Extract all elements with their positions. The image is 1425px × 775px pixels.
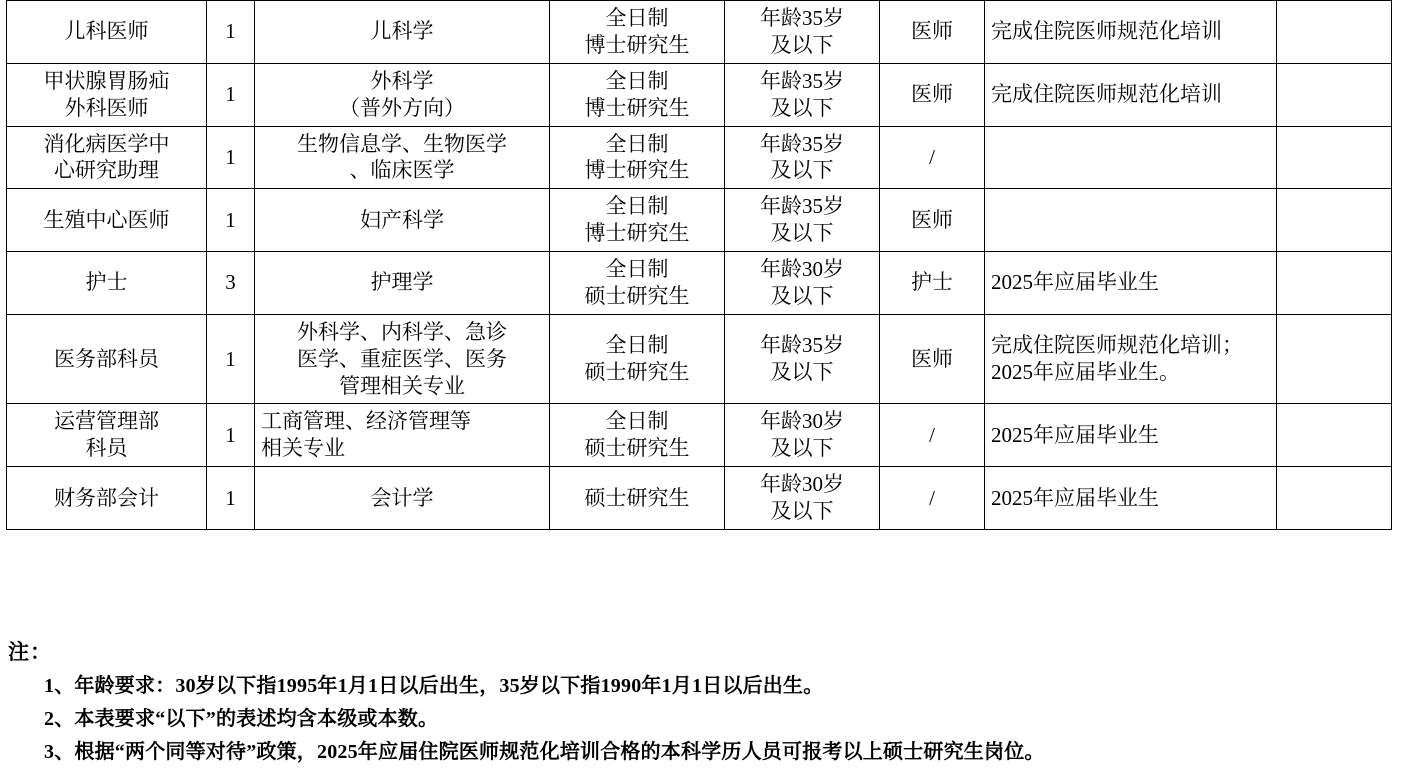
cell-education: 全日制 硕士研究生 [550,404,725,467]
cell-other: 完成住院医师规范化培训； 2025年应届毕业生。 [985,314,1277,404]
cell-number: 1 [207,189,255,252]
cell-major: 护理学 [255,252,550,315]
cell-major: 外科学、内科学、急诊 医学、重症医学、医务 管理相关专业 [255,314,550,404]
cell-post: 消化病医学中 心研究助理 [7,126,207,189]
cell-post: 生殖中心医师 [7,189,207,252]
cell-education: 全日制 硕士研究生 [550,314,725,404]
cell-license: 医师 [880,314,985,404]
cell-license: / [880,126,985,189]
cell-age: 年龄30岁 及以下 [725,467,880,530]
cell-major: 外科学 （普外方向） [255,63,550,126]
cell-major: 工商管理、经济管理等 相关专业 [255,404,550,467]
cell-other: 2025年应届毕业生 [985,404,1277,467]
cell-license: 医师 [880,1,985,64]
note-item-1: 1、年龄要求：30岁以下指1995年1月1日以后出生，35岁以下指1990年1月1日以后出生。 [44,675,824,697]
cell-number: 1 [207,404,255,467]
cell-blank [1277,314,1392,404]
cell-age: 年龄35岁 及以下 [725,314,880,404]
recruitment-table [6,0,1392,530]
table-row [7,126,1392,189]
table-row [7,189,1392,252]
cell-other [985,189,1277,252]
cell-blank [1277,63,1392,126]
cell-education: 全日制 博士研究生 [550,189,725,252]
cell-age: 年龄30岁 及以下 [725,404,880,467]
cell-education: 全日制 博士研究生 [550,63,725,126]
cell-age: 年龄35岁 及以下 [725,63,880,126]
table-row [7,63,1392,126]
cell-post: 医务部科员 [7,314,207,404]
cell-license: 护士 [880,252,985,315]
notes-title: 注： [8,640,52,664]
cell-age: 年龄35岁 及以下 [725,189,880,252]
cell-other: 完成住院医师规范化培训 [985,63,1277,126]
cell-age: 年龄30岁 及以下 [725,252,880,315]
cell-blank [1277,1,1392,64]
cell-major: 生物信息学、生物医学 、临床医学 [255,126,550,189]
cell-blank [1277,404,1392,467]
cell-blank [1277,189,1392,252]
notes-section [8,636,1408,772]
cell-number: 1 [207,1,255,64]
cell-license: / [880,404,985,467]
table-row [7,252,1392,315]
cell-blank [1277,467,1392,530]
table-row [7,1,1392,64]
cell-license: 医师 [880,63,985,126]
cell-blank [1277,252,1392,315]
cell-number: 1 [207,314,255,404]
cell-number: 3 [207,252,255,315]
cell-post: 儿科医师 [7,1,207,64]
cell-education: 全日制 硕士研究生 [550,252,725,315]
cell-age: 年龄35岁 及以下 [725,126,880,189]
note-item-2: 2、本表要求“以下”的表述均含本级或本数。 [44,708,439,730]
cell-blank [1277,126,1392,189]
cell-other: 2025年应届毕业生 [985,467,1277,530]
cell-post: 财务部会计 [7,467,207,530]
table-row [7,314,1392,404]
cell-post: 甲状腺胃肠疝 外科医师 [7,63,207,126]
table-row [7,404,1392,467]
note-item-3: 3、根据“两个同等对待”政策，2025年应届住院医师规范化培训合格的本科学历人员可报考以上硕士研究生岗位。 [44,741,1045,763]
cell-other [985,126,1277,189]
cell-number: 1 [207,467,255,530]
table-row [7,467,1392,530]
cell-post: 运营管理部 科员 [7,404,207,467]
cell-license: 医师 [880,189,985,252]
cell-age: 年龄35岁 及以下 [725,1,880,64]
cell-other: 完成住院医师规范化培训 [985,1,1277,64]
cell-post: 护士 [7,252,207,315]
cell-major: 会计学 [255,467,550,530]
cell-major: 妇产科学 [255,189,550,252]
cell-major: 儿科学 [255,1,550,64]
cell-education: 全日制 博士研究生 [550,126,725,189]
cell-education: 全日制 博士研究生 [550,1,725,64]
cell-number: 1 [207,126,255,189]
cell-other: 2025年应届毕业生 [985,252,1277,315]
cell-number: 1 [207,63,255,126]
cell-license: / [880,467,985,530]
cell-education: 硕士研究生 [550,467,725,530]
